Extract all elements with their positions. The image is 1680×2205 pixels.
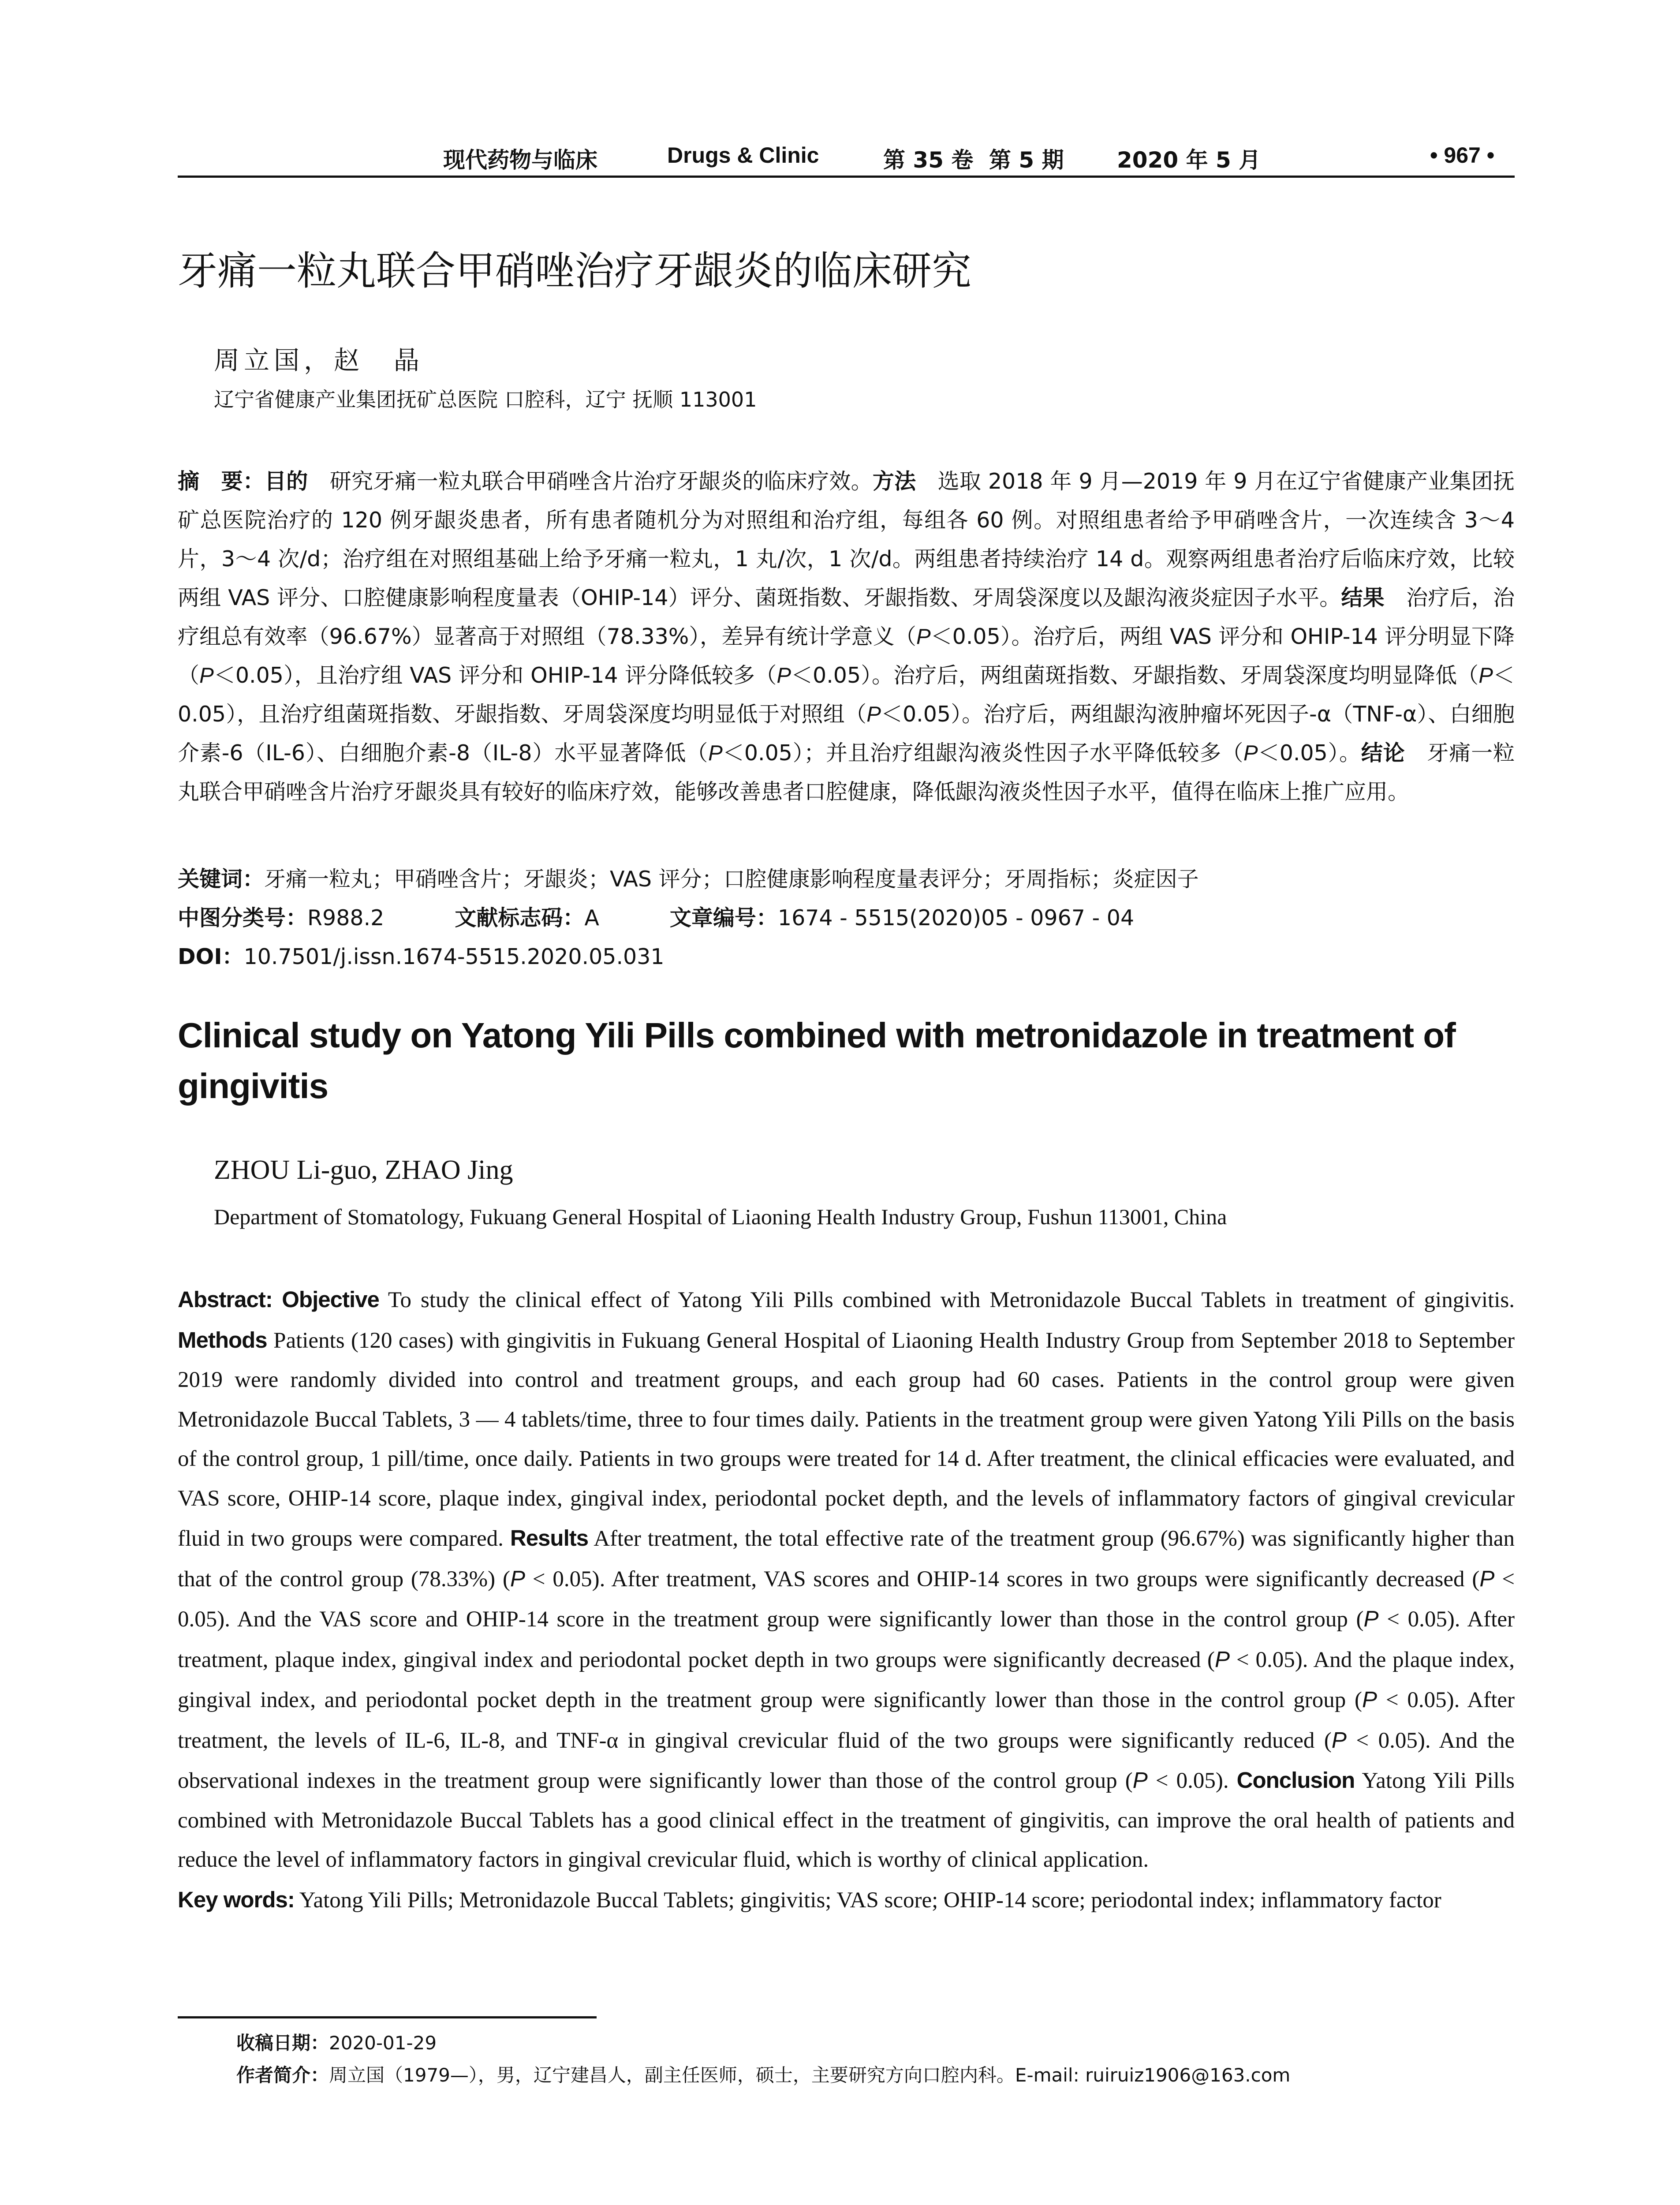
cn-results-2: ＜0.05）。治疗后，两组 VAS 评分和 OHIP-14 评分明显下降（	[178, 624, 1515, 688]
en-p-2: P	[1479, 1566, 1495, 1591]
en-objective: To study the clinical effect of Yatong Yili Pills combined with Metronidazole Buccal Tablets in treatment of gingivitis.	[379, 1288, 1515, 1312]
cn-abstract	[178, 462, 1515, 811]
clc-label: 中图分类号：	[178, 905, 308, 931]
en-abstract	[178, 1280, 1515, 1920]
cn-keywords-label: 关键词：	[178, 867, 265, 892]
en-title: Clinical study on Yatong Yili Pills combined with metronidazole in treatment of gingivitis	[178, 1016, 1456, 1106]
en-results-2: < 0.05). After treatment, VAS scores and OHIP-14 scores in two groups were significantly decreased (	[525, 1566, 1480, 1592]
cn-methods-label: 方法	[872, 469, 916, 494]
cn-results-label: 结果	[1341, 585, 1385, 610]
header-journal-en: Drugs & Clinic	[667, 143, 819, 168]
cn-p-2: P	[199, 664, 214, 688]
en-keywords-text: Yatong Yili Pills; Metronidazole Buccal Tablets; gingivitis; VAS score; OHIP-14 score; periodontal index; inflammatory factor	[294, 1887, 1441, 1913]
cn-conclusion: 牙痛一粒丸联合甲硝唑含片治疗牙龈炎具有较好的临床疗效，能够改善患者口腔健康，降低龈沟液炎性因子水平，值得在临床上推广应用。	[178, 740, 1515, 804]
header-volume: 第 35 卷	[883, 147, 974, 173]
en-results-8: < 0.05).	[1147, 1768, 1237, 1793]
doc-code-value: A	[584, 905, 599, 931]
en-conclusion: Yatong Yili Pills combined with Metronidazole Buccal Tablets has a good clinical effect in the treatment of gingivitis, can improve the oral health of patients and reduce the level of inflammatory factors in gingival crevicular fluid, which is worthy of clinical application.	[178, 1768, 1515, 1872]
header-journal-cn: 现代药物与临床	[443, 147, 597, 173]
cn-p-1: P	[916, 625, 931, 649]
en-p-3: P	[1363, 1606, 1379, 1631]
cn-results-7: ＜0.05）；并且治疗组龈沟液炎性因子水平降低较多（	[722, 740, 1244, 766]
cn-results-5: ＜0.05），且治疗组菌斑指数、牙龈指数、牙周袋深度均明显低于对照组（	[178, 663, 1515, 727]
header-date: 2020 年 5 月	[1117, 147, 1261, 173]
cn-p-4: P	[1478, 664, 1493, 688]
cn-methods: 选取 2018 年 9 月—2019 年 9 月在辽宁省健康产业集团抚矿总医院治疗的 120 例牙龈炎患者，所有患者随机分为对照组和治疗组，每组各 60 例。对照组患者给予甲硝唑含片，一次连续含 3～4 片，3～4 次/d；治疗组在对照组基础上给予牙痛一粒丸，1 丸/次，1 次/d。两组患者持续治疗 14 d。观察两组患者治疗后临床疗效，比较两组 VAS 评分、口腔健康影响程度量表（OHIP-14）评分、菌斑指数、牙龈指数、牙周袋深度以及龈沟液炎症因子水平。	[178, 469, 1515, 610]
en-conclusion-label: Conclusion	[1236, 1768, 1355, 1793]
en-methods-label: Methods	[178, 1327, 267, 1353]
cn-results-1: 治疗后，治疗组总有效率（96.67%）显著高于对照组（78.33%），差异有统计学意义（	[178, 585, 1515, 649]
cn-objective-label: 目的	[264, 469, 308, 494]
article-no-value: 1674 - 5515(2020)05 - 0967 - 04	[777, 905, 1135, 931]
cn-affiliation: 辽宁省健康产业集团抚矿总医院 口腔科，辽宁 抚顺 113001	[214, 388, 757, 411]
cn-classification	[178, 901, 1134, 932]
doc-code-label: 文献标志码：	[455, 905, 585, 931]
doi-label: DOI：	[178, 944, 244, 969]
cn-p-7: P	[1243, 741, 1258, 765]
en-methods: Patients (120 cases) with gingivitis in Fukuang General Hospital of Liaoning Health Industry Group from September 2018 to September 2019 were randomly divided into control and treatment groups, and each group had 60 cases. Patients in the control group were given Metronidazole Buccal Tablets, 3 — 4 tablets/time, three to four times daily. Patients in the treatment group were given Yatong Yili Pills on the basis of the control group, 1 pill/time, once daily. Patients in two groups were treated for 14 d. After treatment, the clinical efficacies were evaluated, and VAS score, OHIP-14 score, plaque index, gingival index, periodontal pocket depth, and the levels of inflammatory factors of gingival crevicular fluid in two groups were compared.	[178, 1328, 1515, 1551]
en-authors: ZHOU Li-guo, ZHAO Jing	[214, 1155, 513, 1185]
en-p-5: P	[1362, 1687, 1378, 1712]
footnote-rule	[178, 2016, 597, 2018]
received-date: 2020-01-29	[329, 2032, 437, 2054]
author-bio: 周立国（1979—），男，辽宁建昌人，副主任医师，硕士，主要研究方向口腔内科。E-mail: ruiruiz1906@163.com	[329, 2064, 1291, 2086]
received-label: 收稿日期：	[236, 2032, 329, 2054]
en-p-6: P	[1331, 1727, 1347, 1753]
header-page-number: • 967 •	[1430, 143, 1495, 168]
en-results-7: < 0.05). And the observational indexes in the treatment group were significantly lower than those of the control group (	[178, 1728, 1515, 1793]
doi-value: 10.7501/j.issn.1674-5515.2020.05.031	[243, 944, 665, 969]
cn-results-3: ＜0.05），且治疗组 VAS 评分和 OHIP-14 评分降低较多（	[213, 663, 777, 688]
clc-value: R988.2	[307, 905, 385, 931]
running-header	[178, 139, 1515, 174]
header-rule	[178, 176, 1515, 178]
en-p-1: P	[510, 1566, 525, 1591]
cn-objective: 研究牙痛一粒丸联合甲硝唑含片治疗牙龈炎的临床疗效。	[308, 469, 873, 494]
cn-results-6: ＜0.05）。治疗后，两组龈沟液肿瘤坏死因子-α（TNF-α）、白细胞介素-6（IL-6）、白细胞介素-8（IL-8）水平显著降低（	[178, 702, 1515, 766]
en-affiliation: Department of Stomatology, Fukuang General Hospital of Liaoning Health Industry Group, Fushun 113001, China	[214, 1204, 1227, 1229]
en-results-label: Results	[510, 1525, 589, 1551]
en-results-5: < 0.05). And the plaque index, gingival index, and periodontal pocket depth in the treatment group were significantly lower than those in the control group (	[178, 1647, 1515, 1712]
en-abstract-label: Abstract: Objective	[178, 1287, 379, 1312]
en-results-6: < 0.05). After treatment, the levels of IL-6, IL-8, and TNF-α in gingival crevicular fluid of the two groups were significantly reduced (	[178, 1688, 1515, 1753]
en-results-1: After treatment, the total effective rate of the treatment group (96.67%) was significantly higher than that of the control group (78.33%) (	[178, 1526, 1515, 1592]
en-p-4: P	[1215, 1646, 1230, 1672]
cn-p-5: P	[866, 703, 881, 726]
author-bio-label: 作者简介：	[236, 2064, 329, 2086]
cn-authors: 周立国，赵 晶	[214, 345, 424, 375]
header-issue: 第 5 期	[989, 147, 1064, 173]
cn-conclusion-label: 结论	[1361, 740, 1405, 766]
cn-p-3: P	[777, 664, 791, 688]
doi-line	[178, 940, 665, 971]
cn-keywords-text: 牙痛一粒丸；甲硝唑含片；牙龈炎；VAS 评分；口腔健康影响程度量表评分；牙周指标；炎症因子	[264, 867, 1199, 892]
cn-results-8: ＜0.05）。	[1258, 740, 1361, 766]
cn-p-6: P	[708, 741, 723, 765]
footnote-received	[236, 2029, 437, 2055]
cn-title: 牙痛一粒丸联合甲硝唑治疗牙龈炎的临床研究	[178, 248, 971, 294]
en-results-3: < 0.05). And the VAS score and OHIP-14 score in the treatment group were significantly lower than those in the control group (	[178, 1566, 1515, 1632]
cn-results-4: ＜0.05）。治疗后，两组菌斑指数、牙龈指数、牙周袋深度均明显降低（	[791, 663, 1479, 688]
cn-abstract-label: 摘 要：	[178, 469, 265, 494]
footnote-author	[236, 2061, 1290, 2087]
cn-keywords	[178, 862, 1199, 893]
en-results-4: < 0.05). After treatment, plaque index, gingival index and periodontal pocket depth in two groups were significantly decreased (	[178, 1607, 1515, 1672]
en-keywords-label: Key words:	[178, 1887, 295, 1912]
en-p-7: P	[1132, 1768, 1148, 1793]
article-no-label: 文章编号：	[669, 905, 778, 931]
